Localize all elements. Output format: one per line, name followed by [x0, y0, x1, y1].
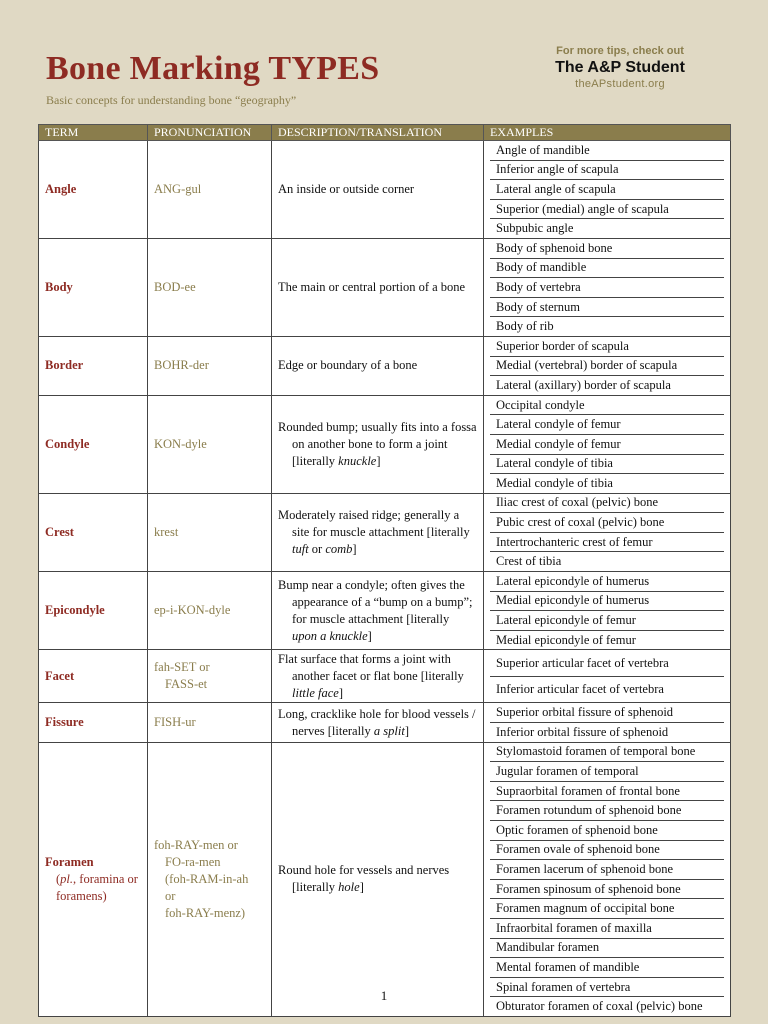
- description-text: Edge or boundary of a bone: [278, 358, 418, 373]
- table-row-border: [39, 336, 731, 395]
- promo-tips: For more tips, check out: [556, 45, 684, 57]
- description-text: Round hole for vessels and nerves [literally hole]: [278, 863, 450, 895]
- table-row-crest: [39, 493, 731, 571]
- description-cell: [272, 395, 484, 493]
- example-item: Body of sternum: [490, 298, 724, 318]
- example-item: Lateral condyle of femur: [490, 415, 724, 435]
- pronunciation-line: foh-RAY-men or: [154, 837, 238, 852]
- example-item: Superior (medial) angle of scapula: [490, 200, 724, 220]
- term-cell: [39, 742, 148, 1016]
- pronunciation-line: FISH-ur: [154, 715, 196, 730]
- example-item: Subpubic angle: [496, 221, 574, 236]
- pronunciation-line: BOHR-der: [154, 358, 209, 373]
- pronunciation-line: foh-RAY-menz): [165, 905, 246, 920]
- table-row-condyle: [39, 395, 731, 493]
- examples-cell: [484, 141, 731, 239]
- example-item: Superior border of scapula: [490, 337, 724, 357]
- term-cell: [39, 650, 148, 703]
- term-label: Fissure: [45, 715, 84, 730]
- term-label: Epicondyle: [45, 603, 105, 618]
- pronunciation-line: KON-dyle: [154, 436, 207, 451]
- table-row-fissure: [39, 703, 731, 742]
- promo-url[interactable]: theAPstudent.org: [575, 78, 665, 90]
- example-item: Superior orbital fissure of sphenoid: [490, 703, 724, 723]
- example-item: Lateral (axillary) border of scapula: [496, 377, 671, 392]
- example-item: Lateral condyle of tibia: [490, 455, 724, 475]
- example-item: Crest of tibia: [496, 554, 562, 569]
- description-text: The main or central portion of a bone: [278, 279, 466, 294]
- example-item: Mandibular foramen: [490, 939, 724, 959]
- pronunciation-line: krest: [154, 524, 179, 539]
- table-body: [39, 141, 731, 1017]
- pronunciation-line: BOD-ee: [154, 279, 196, 294]
- pronunciation-line: (foh-RAM-in-ah: [165, 871, 249, 886]
- example-item: Foramen lacerum of sphenoid bone: [490, 860, 724, 880]
- term-cell: [39, 493, 148, 571]
- term-cell: [39, 572, 148, 650]
- table-row-facet: [39, 650, 731, 703]
- example-item: Body of mandible: [490, 259, 724, 279]
- example-item: Supraorbital foramen of frontal bone: [490, 782, 724, 802]
- description-cell: [272, 238, 484, 336]
- example-item: Body of sphenoid bone: [490, 239, 724, 259]
- header-description: DESCRIPTION/TRANSLATION: [272, 125, 484, 141]
- description-cell: [272, 703, 484, 742]
- term-plural: (pl., foramina or foramens): [56, 871, 138, 903]
- pronunciation-cell: [148, 493, 272, 571]
- header-pronunciation: PRONUNCIATION: [148, 125, 272, 141]
- examples-cell: [484, 742, 731, 1016]
- example-item: Inferior angle of scapula: [490, 161, 724, 181]
- examples-cell: [484, 238, 731, 336]
- pronunciation-line: FASS-et: [165, 677, 208, 692]
- example-item: Iliac crest of coxal (pelvic) bone: [490, 494, 724, 514]
- examples-cell: [484, 493, 731, 571]
- header-term: TERM: [39, 125, 148, 141]
- page-number: 1: [380, 988, 388, 1003]
- description-cell: [272, 336, 484, 395]
- description-text: Flat surface that forms a joint with another facet or flat bone [literally little face]: [278, 651, 464, 700]
- example-item: Medial condyle of tibia: [496, 475, 613, 490]
- pronunciation-cell: [148, 572, 272, 650]
- example-item: Inferior articular facet of vertebra: [496, 682, 664, 697]
- description-cell: [272, 742, 484, 1016]
- example-item: Body of rib: [496, 319, 554, 334]
- example-item: Foramen ovale of sphenoid bone: [490, 841, 724, 861]
- example-item: Medial (vertebral) border of scapula: [490, 357, 724, 377]
- page-subtitle: Basic concepts for understanding bone “geography”: [46, 93, 297, 107]
- term-label: Facet: [45, 668, 75, 683]
- term-cell: [39, 395, 148, 493]
- example-item: Jugular foramen of temporal: [490, 762, 724, 782]
- examples-cell: [484, 336, 731, 395]
- example-item: Foramen magnum of occipital bone: [490, 899, 724, 919]
- pronunciation-cell: [148, 336, 272, 395]
- example-item: Medial epicondyle of femur: [496, 632, 636, 647]
- example-item: Obturator foramen of coxal (pelvic) bone: [496, 999, 703, 1014]
- table-row-angle: [39, 141, 731, 239]
- pronunciation-cell: [148, 238, 272, 336]
- term-cell: [39, 703, 148, 742]
- term-label: Crest: [45, 524, 74, 539]
- example-item: Infraorbital foramen of maxilla: [490, 919, 724, 939]
- examples-cell: [484, 650, 731, 703]
- example-item: Mental foramen of mandible: [490, 958, 724, 978]
- description-text: Long, cracklike hole for blood vessels / nerves [literally a split]: [278, 706, 476, 738]
- pronunciation-line: ep-i-KON-dyle: [154, 603, 231, 618]
- example-item: Optic foramen of sphenoid bone: [490, 821, 724, 841]
- term-label: Body: [45, 279, 73, 294]
- examples-cell: [484, 395, 731, 493]
- example-item: Foramen spinosum of sphenoid bone: [490, 880, 724, 900]
- pronunciation-line: or: [165, 888, 176, 903]
- promo-block: [540, 45, 700, 90]
- pronunciation-cell: [148, 395, 272, 493]
- pronunciation-cell: [148, 703, 272, 742]
- pronunciation-line: fah-SET or: [154, 660, 210, 675]
- example-item: Superior articular facet of vertebra: [490, 650, 724, 677]
- example-item: Stylomastoid foramen of temporal bone: [490, 743, 724, 763]
- pronunciation-line: ANG-gul: [154, 181, 202, 196]
- description-cell: [272, 141, 484, 239]
- example-item: Lateral angle of scapula: [490, 180, 724, 200]
- table-row-epicondyle: [39, 572, 731, 650]
- example-item: Medial condyle of femur: [490, 435, 724, 455]
- pronunciation-cell: [148, 141, 272, 239]
- example-item: Intertrochanteric crest of femur: [490, 533, 724, 553]
- example-item: Foramen rotundum of sphenoid bone: [490, 801, 724, 821]
- term-cell: [39, 141, 148, 239]
- description-cell: [272, 493, 484, 571]
- description-text: An inside or outside corner: [278, 181, 415, 196]
- example-item: Lateral epicondyle of humerus: [490, 572, 724, 592]
- term-label: Foramen: [45, 854, 94, 869]
- term-label: Condyle: [45, 436, 90, 451]
- example-item: Angle of mandible: [490, 141, 724, 161]
- example-item: Medial epicondyle of humerus: [490, 592, 724, 612]
- example-item: Body of vertebra: [490, 278, 724, 298]
- example-item: Inferior orbital fissure of sphenoid: [496, 724, 669, 739]
- table-row-body: [39, 238, 731, 336]
- description-text: Bump near a condyle; often gives the appearance of a “bump on a bump”; for muscle attachment [literally upon a knuckle]: [278, 577, 473, 643]
- description-text: Rounded bump; usually fits into a fossa on another bone to form a joint [literally knuckle]: [278, 419, 477, 468]
- example-item: Spinal foramen of vertebra: [490, 978, 724, 998]
- table-header-row: [39, 125, 731, 141]
- pronunciation-cell: [148, 650, 272, 703]
- term-label: Border: [45, 358, 84, 373]
- term-cell: [39, 336, 148, 395]
- example-item: Occipital condyle: [490, 396, 724, 416]
- description-text: Moderately raised ridge; generally a site for muscle attachment [literally tuft or comb]: [278, 507, 470, 556]
- header-examples: EXAMPLES: [484, 125, 731, 141]
- description-cell: [272, 650, 484, 703]
- page-title: Bone Marking TYPES: [46, 50, 380, 87]
- bone-marking-table: [38, 124, 731, 1017]
- pronunciation-cell: [148, 742, 272, 1016]
- example-item: Pubic crest of coxal (pelvic) bone: [490, 513, 724, 533]
- term-cell: [39, 238, 148, 336]
- description-cell: [272, 572, 484, 650]
- promo-brand: The A&P Student: [555, 59, 685, 76]
- examples-cell: [484, 703, 731, 742]
- example-item: Lateral epicondyle of femur: [490, 611, 724, 631]
- pronunciation-line: FO-ra-men: [165, 854, 221, 869]
- term-label: Angle: [45, 181, 77, 196]
- examples-cell: [484, 572, 731, 650]
- table-row-foramen: [39, 742, 731, 1016]
